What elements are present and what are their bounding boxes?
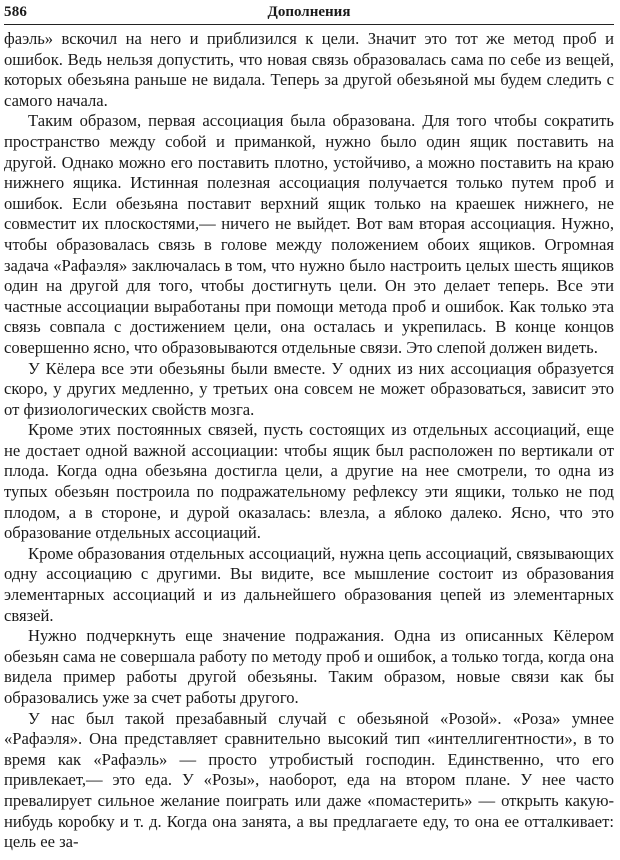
paragraph: Кроме образования отдельных ассоциаций, нужна цепь ассоциаций, связывающих одну ассоциацию с другими. Вы видите, все мышление состоит из образования элементарных ассоциаций и из дальнейшего образования цепей из элементарных связей. <box>4 543 614 625</box>
body-text <box>4 29 614 853</box>
paragraph-continuation: фаэль» вскочил на него и приблизился к цели. Значит это тот же метод проб и ошибок. Ведь нельзя допустить, что новая связь образовалась сама по себе из вещей, которых обезьяна раньше не видала. Теперь за другой обезьяной мы будем следить с самого начала. <box>4 29 614 110</box>
running-head <box>4 2 614 25</box>
paragraph: Таким образом, первая ассоциация была образована. Для того чтобы сократить пространство между собой и приманкой, нужно было один ящик поставить на другой. Однако можно его поставить плотно, устойчиво, а можно поставить на краю нижнего ящика. Истинная полезная ассоциация получается только путем проб и ошибок. Если обезьяна поставит верхний ящик только на краешек нижнего, не совместит их плоскостями,— ничего не выйдет. Вот вам вторая ассоциация. Нужно, чтобы образовалась связь в голове между положением обоих ящиков. Огромная задача «Рафаэля» заключалась в том, что нужно было настроить целых шесть ящиков один на другой для того, чтобы достигнуть цели. Он это делает теперь. Все эти частные ассоциации выработаны при помощи метода проб и ошибок. Как только эта связь совпала с достижением цели, она осталась и укрепилась. В конце концов совершенно ясно, что образовываются отдельные связи. Это слепой должен видеть. <box>4 111 614 357</box>
section-title: Дополнения <box>267 4 351 20</box>
paragraph: Нужно подчеркнуть еще значение подражания. Одна из описанных Кёлером обезьян сама не совершала работу по методу проб и ошибок, а только тогда, когда она видела пример работы другой обезьяны. Таким образом, новые связи как бы образовались уже за счет работы другого. <box>4 626 614 707</box>
paragraph: У нас был такой презабавный случай с обезьяной «Розой». «Роза» умнее «Рафаэля». Она представляет сравнительно высокий тип «интеллигентности», в то время как «Рафаэль» — просто утробистый господин. Единственно, что его привлекает,— это еда. У «Розы», наоборот, еда на втором плане. У нее часто превалирует сильное желание поиграть или даже «помастерить» — открыть какую-нибудь коробку и т. д. Когда она занята, а вы предлагаете еду, то она ее отталкивает: цель ее за- <box>4 708 614 852</box>
page-number: 586 <box>4 4 28 20</box>
paragraph: У Кёлера все эти обезьяны были вместе. У одних из них ассоциация образуется скоро, у других медленно, у третьих она совсем не может образоваться, зависит это от физиологических свойств мозга. <box>4 358 614 419</box>
paragraph: Кроме этих постоянных связей, пусть состоящих из отдельных ассоциаций, еще не достает одной важной ассоциации: чтобы ящик был расположен по вертикали от плода. Когда одна обезьяна достигла цели, а другие на нее смотрели, то одна из тупых обезьян построила по подражательному рефлексу эти ящики, только не под плодом, а в стороне, и дурой оказалась: влезла, а яблоко далеко. Ясно, что это образование отдельных ассоциаций. <box>4 420 614 543</box>
